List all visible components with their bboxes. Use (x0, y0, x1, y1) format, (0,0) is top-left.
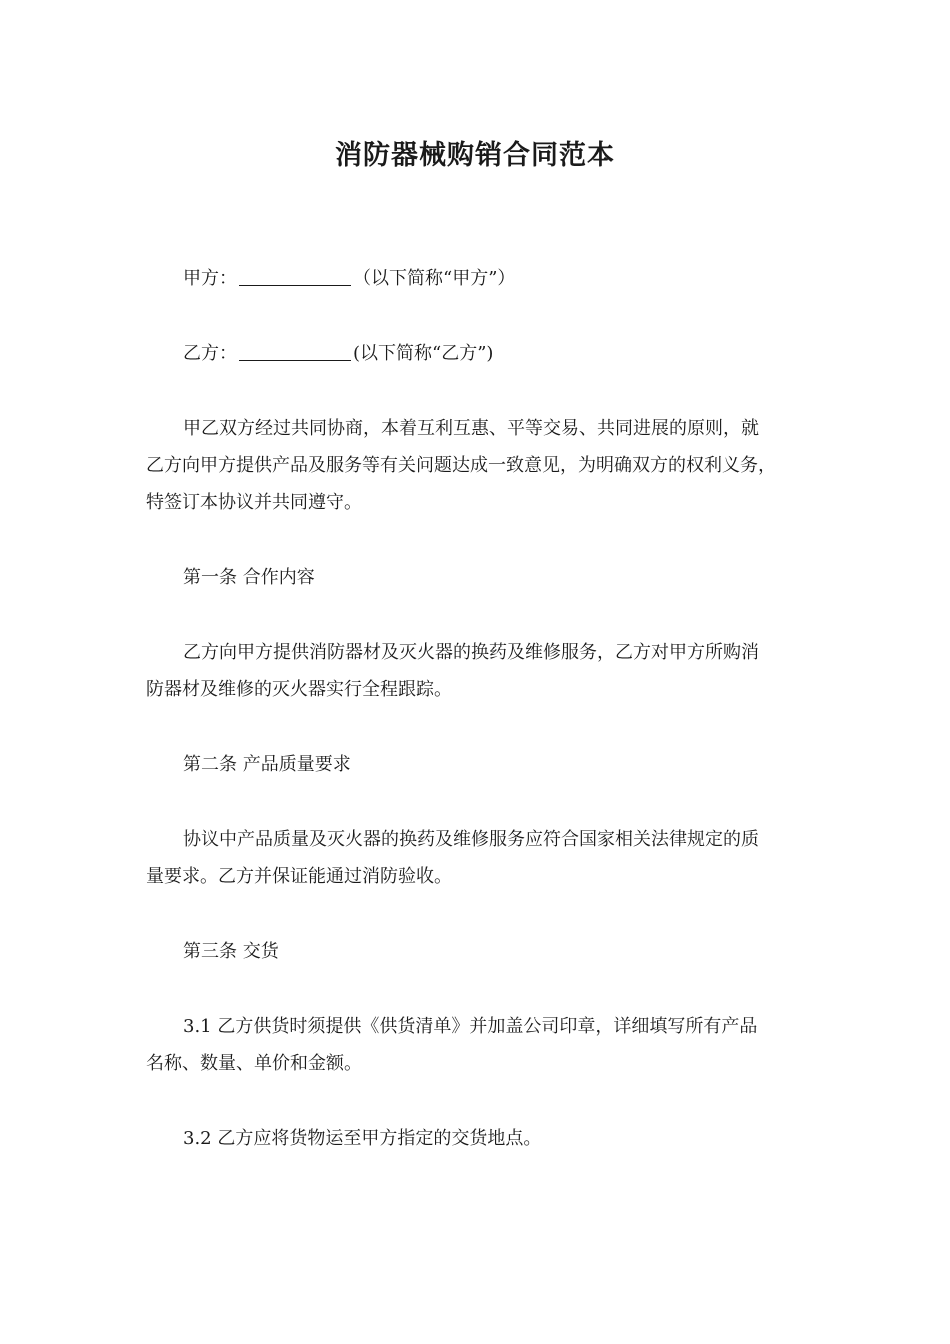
clause-3-2: 3.2 乙方应将货物运至甲方指定的交货地点。 (183, 1128, 542, 1149)
preamble-line-2: 乙方向甲方提供产品及服务等有关问题达成一致意见，为明确双方的权利义务， (146, 455, 776, 476)
clause-3-1-line-2: 名称、数量、单价和金额。 (146, 1053, 362, 1074)
document-title: 消防器械购销合同范本 (335, 140, 615, 171)
article-1-line-2: 防器材及维修的灭火器实行全程跟踪。 (146, 679, 452, 700)
article-2-line-1: 协议中产品质量及灭火器的换药及维修服务应符合国家相关法律规定的质 (183, 829, 759, 850)
party-b-line (183, 335, 863, 372)
article-1-line-1: 乙方向甲方提供消防器材及灭火器的换药及维修服务，乙方对甲方所购消 (183, 642, 759, 663)
preamble-line-3: 特签订本协议并共同遵守。 (146, 492, 362, 513)
party-b-blank (239, 340, 351, 361)
article-2-line-2: 量要求。乙方并保证能通过消防验收。 (146, 866, 452, 887)
party-a-line (183, 260, 863, 297)
article-3-heading: 第三条 交货 (183, 941, 279, 962)
clause-3-1-line-1: 3.1 乙方供货时须提供《供货清单》并加盖公司印章，详细填写所有产品 (183, 1016, 758, 1037)
party-b-label: 乙方： (183, 343, 237, 364)
article-2-heading: 第二条 产品质量要求 (183, 754, 351, 775)
party-a-blank (239, 265, 351, 286)
party-a-note: （以下简称“甲方”） (353, 268, 516, 289)
party-b-note: (以下简称“乙方”) (353, 343, 494, 364)
party-a-label: 甲方： (183, 268, 237, 289)
article-1-heading: 第一条 合作内容 (183, 567, 315, 588)
preamble-line-1: 甲乙双方经过共同协商，本着互利互惠、平等交易、共同进展的原则，就 (183, 418, 759, 439)
